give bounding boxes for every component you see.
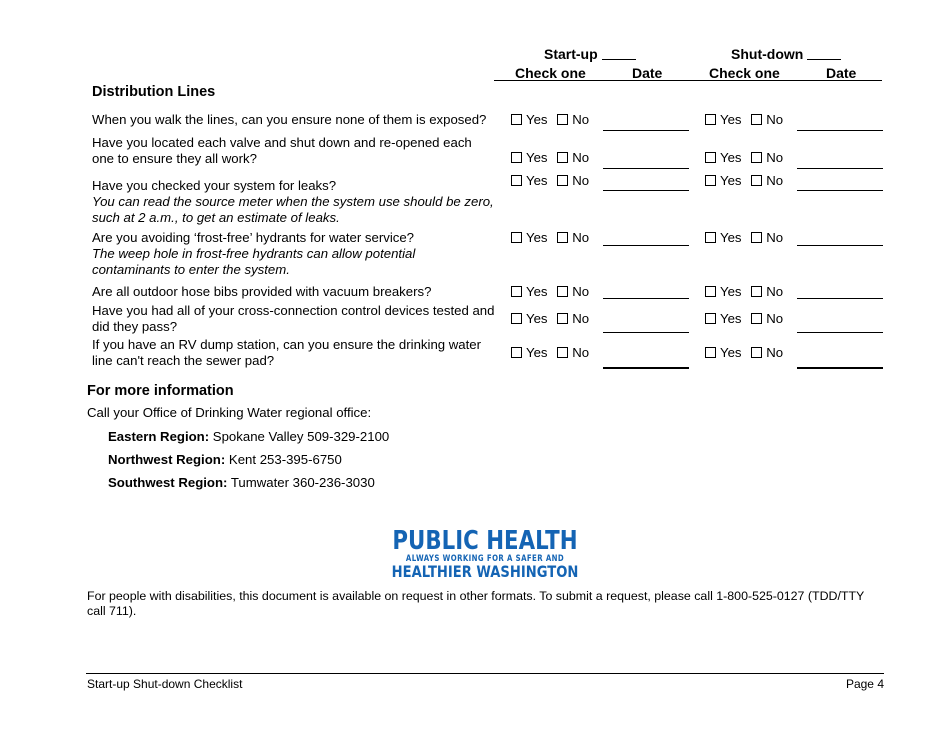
shutdown-yes-no-4 bbox=[705, 230, 783, 245]
shutdown-date-line-2[interactable] bbox=[797, 168, 883, 169]
shutdown-date-line-5[interactable] bbox=[797, 298, 883, 299]
yes-label: Yes bbox=[526, 112, 548, 127]
question-text: Have you located each valve and shut down and re-opened each one to ensure they all work? bbox=[92, 135, 472, 166]
question-note: The weep hole in frost-free hydrants can allow potential contaminants to enter the system. bbox=[92, 246, 416, 277]
yes-checkbox[interactable] bbox=[705, 114, 716, 125]
question-note: You can read the source meter when the system use should be zero, such at 2 a.m., to get an estimate of leaks. bbox=[92, 194, 494, 225]
yes-label: Yes bbox=[720, 284, 742, 299]
startup-date-line-1[interactable] bbox=[603, 130, 689, 131]
yes-checkbox[interactable] bbox=[511, 114, 522, 125]
yes-checkbox[interactable] bbox=[511, 286, 522, 297]
shutdown-blank bbox=[807, 59, 841, 60]
no-checkbox[interactable] bbox=[751, 232, 762, 243]
no-label: No bbox=[766, 311, 784, 326]
no-checkbox[interactable] bbox=[751, 152, 762, 163]
logo-line-2: ALWAYS WORKING FOR A SAFER AND bbox=[405, 554, 565, 564]
shutdown-check-one-header: Check one bbox=[709, 65, 780, 81]
question-3 bbox=[92, 178, 497, 226]
startup-label: Start-up bbox=[544, 46, 598, 62]
no-label: No bbox=[572, 311, 590, 326]
no-label: No bbox=[572, 173, 590, 188]
shutdown-yes-no-1 bbox=[705, 112, 783, 127]
region-detail: Spokane Valley 509-329-2100 bbox=[212, 429, 390, 444]
shutdown-date-header: Date bbox=[826, 65, 857, 81]
yes-checkbox[interactable] bbox=[705, 286, 716, 297]
region-detail: Tumwater 360-236-3030 bbox=[230, 475, 375, 490]
yes-label: Yes bbox=[720, 311, 742, 326]
yes-label: Yes bbox=[720, 112, 742, 127]
yes-label: Yes bbox=[526, 284, 548, 299]
startup-date-line-4[interactable] bbox=[603, 245, 689, 246]
startup-blank bbox=[602, 59, 636, 60]
no-label: No bbox=[766, 112, 784, 127]
yes-checkbox[interactable] bbox=[705, 152, 716, 163]
no-checkbox[interactable] bbox=[751, 313, 762, 324]
question-6 bbox=[92, 303, 497, 335]
startup-yes-no-2 bbox=[511, 150, 589, 165]
shutdown-yes-no-2 bbox=[705, 150, 783, 165]
question-5 bbox=[92, 284, 497, 300]
question-text: Have you had all of your cross-connection control devices tested and did they pass? bbox=[92, 303, 495, 334]
question-7 bbox=[92, 337, 497, 369]
no-label: No bbox=[766, 230, 784, 245]
region-northwest bbox=[108, 452, 342, 467]
no-label: No bbox=[572, 284, 590, 299]
region-detail: Kent 253-395-6750 bbox=[228, 452, 342, 467]
no-checkbox[interactable] bbox=[557, 114, 568, 125]
yes-label: Yes bbox=[526, 173, 548, 188]
startup-yes-no-3 bbox=[511, 173, 589, 188]
question-2 bbox=[92, 135, 497, 167]
shutdown-label: Shut-down bbox=[731, 46, 804, 62]
no-label: No bbox=[572, 230, 590, 245]
no-checkbox[interactable] bbox=[751, 175, 762, 186]
yes-checkbox[interactable] bbox=[511, 313, 522, 324]
question-text: When you walk the lines, can you ensure none of them is exposed? bbox=[92, 112, 487, 127]
more-info-title: For more information bbox=[87, 383, 234, 399]
region-southwest bbox=[108, 475, 375, 490]
startup-date-line-5[interactable] bbox=[603, 298, 689, 299]
footer-doc-title: Start-up Shut-down Checklist bbox=[87, 677, 243, 691]
footer-rule bbox=[86, 673, 884, 674]
startup-header bbox=[544, 46, 636, 62]
shutdown-date-line-4[interactable] bbox=[797, 245, 883, 246]
startup-yes-no-1 bbox=[511, 112, 589, 127]
yes-label: Yes bbox=[526, 230, 548, 245]
yes-label: Yes bbox=[720, 230, 742, 245]
yes-checkbox[interactable] bbox=[511, 232, 522, 243]
yes-checkbox[interactable] bbox=[705, 175, 716, 186]
yes-label: Yes bbox=[720, 150, 742, 165]
yes-checkbox[interactable] bbox=[511, 175, 522, 186]
shutdown-date-line-6[interactable] bbox=[797, 332, 883, 333]
question-text: Are all outdoor hose bibs provided with vacuum breakers? bbox=[92, 284, 432, 299]
logo-line-1: PUBLIC HEALTH bbox=[392, 526, 578, 556]
yes-checkbox[interactable] bbox=[705, 347, 716, 358]
yes-label: Yes bbox=[720, 173, 742, 188]
accessibility-note: For people with disabilities, this document is available on request in other formats. To submit a request, please call 1-800-525-0127 (TDD/TTY call 711). bbox=[87, 589, 865, 618]
startup-yes-no-5 bbox=[511, 284, 589, 299]
header-rule bbox=[494, 80, 882, 81]
shutdown-yes-no-5 bbox=[705, 284, 783, 299]
more-info-intro: Call your Office of Drinking Water regional office: bbox=[87, 405, 372, 420]
question-text: If you have an RV dump station, can you ensure the drinking water line can't reach the sewer pad? bbox=[92, 337, 482, 368]
no-checkbox[interactable] bbox=[751, 114, 762, 125]
no-checkbox[interactable] bbox=[557, 286, 568, 297]
no-label: No bbox=[766, 173, 784, 188]
yes-checkbox[interactable] bbox=[705, 313, 716, 324]
startup-yes-no-6 bbox=[511, 311, 589, 326]
yes-label: Yes bbox=[526, 311, 548, 326]
no-label: No bbox=[572, 150, 590, 165]
startup-date-line-3[interactable] bbox=[603, 190, 689, 191]
no-checkbox[interactable] bbox=[557, 175, 568, 186]
no-checkbox[interactable] bbox=[557, 313, 568, 324]
public-health-logo bbox=[370, 528, 600, 580]
yes-label: Yes bbox=[526, 345, 548, 360]
shutdown-date-line-7[interactable] bbox=[797, 367, 883, 369]
shutdown-yes-no-3 bbox=[705, 173, 783, 188]
logo-line-3: HEALTHIER WASHINGTON bbox=[391, 562, 579, 581]
question-1 bbox=[92, 112, 497, 128]
section-title: Distribution Lines bbox=[92, 84, 216, 100]
footer-page-number: Page 4 bbox=[845, 677, 884, 691]
region-name: Eastern Region: bbox=[108, 429, 210, 444]
no-label: No bbox=[572, 112, 590, 127]
region-name: Southwest Region: bbox=[108, 475, 228, 490]
shutdown-header bbox=[731, 46, 841, 62]
yes-checkbox[interactable] bbox=[511, 347, 522, 358]
startup-date-header: Date bbox=[632, 65, 663, 81]
yes-checkbox[interactable] bbox=[705, 232, 716, 243]
no-checkbox[interactable] bbox=[751, 286, 762, 297]
no-label: No bbox=[766, 345, 784, 360]
no-label: No bbox=[572, 345, 590, 360]
yes-label: Yes bbox=[720, 345, 742, 360]
no-checkbox[interactable] bbox=[557, 347, 568, 358]
shutdown-yes-no-7 bbox=[705, 345, 783, 360]
startup-check-one-header: Check one bbox=[515, 65, 586, 81]
no-checkbox[interactable] bbox=[557, 232, 568, 243]
startup-yes-no-4 bbox=[511, 230, 589, 245]
shutdown-yes-no-6 bbox=[705, 311, 783, 326]
shutdown-date-line-3[interactable] bbox=[797, 190, 883, 191]
region-eastern bbox=[108, 429, 389, 444]
no-label: No bbox=[766, 150, 784, 165]
no-label: No bbox=[766, 284, 784, 299]
startup-date-line-7[interactable] bbox=[603, 367, 689, 369]
no-checkbox[interactable] bbox=[751, 347, 762, 358]
question-text: Have you checked your system for leaks? bbox=[92, 178, 337, 193]
question-4 bbox=[92, 230, 497, 278]
yes-checkbox[interactable] bbox=[511, 152, 522, 163]
shutdown-date-line-1[interactable] bbox=[797, 130, 883, 131]
startup-date-line-2[interactable] bbox=[603, 168, 689, 169]
startup-date-line-6[interactable] bbox=[603, 332, 689, 333]
startup-yes-no-7 bbox=[511, 345, 589, 360]
no-checkbox[interactable] bbox=[557, 152, 568, 163]
region-name: Northwest Region: bbox=[108, 452, 226, 467]
question-text: Are you avoiding ‘frost-free’ hydrants for water service? bbox=[92, 230, 415, 245]
yes-label: Yes bbox=[526, 150, 548, 165]
